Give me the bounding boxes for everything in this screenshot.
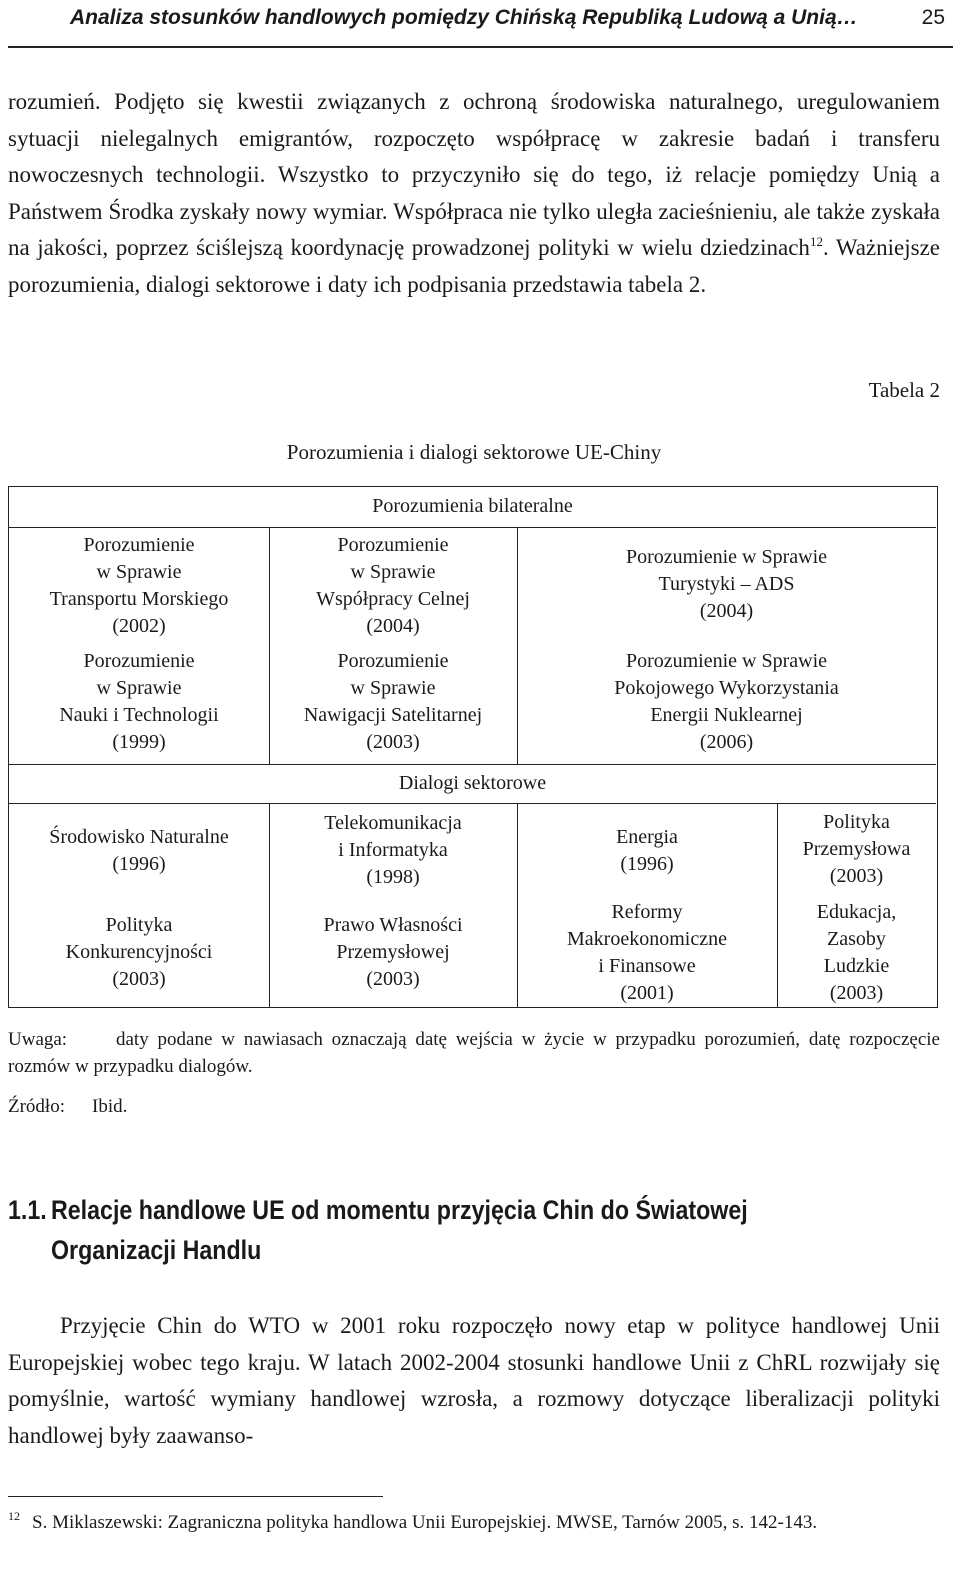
dialog-cell: Prawo Własności Przemysłowej (2003) [323, 914, 463, 990]
table-note [8, 1026, 940, 1080]
section-title-line-2: Organizacji Handlu [51, 1235, 262, 1265]
note-text: daty podane w nawiasach oznaczają datę wejścia w życie w przypadku porozumień, datę rozpoczęcie rozmów w przypadku dialogów. [8, 1029, 940, 1077]
running-header [8, 2, 953, 48]
table-rule [9, 803, 936, 804]
footnote-reference: 12 [809, 234, 823, 249]
section-number: 1.1. [8, 1195, 47, 1225]
agreement-cell: Porozumienie w Sprawie Pokojowego Wykorzystania Energii Nuklearnej (2006) [614, 650, 839, 753]
dialog-cell: Środowisko Naturalne (1996) [49, 826, 229, 875]
dialog-cell: Edukacja, Zasoby Ludzkie (2003) [816, 901, 897, 1004]
agreement-cell: Porozumienie w Sprawie Transportu Morskiego (2002) [49, 534, 229, 637]
section-bilateral-header: Porozumienia bilateralne [372, 495, 573, 517]
agreement-cell: Porozumienie w Sprawie Nauki i Technologii (1999) [59, 650, 219, 753]
footnote-rule [8, 1496, 383, 1497]
table-title: Porozumienia i dialogi sektorowe UE-Chiny [286, 440, 662, 464]
section-dialogs-header: Dialogi sektorowe [398, 772, 547, 794]
table-rule [9, 764, 936, 765]
page-number: 25 [921, 6, 945, 29]
agreement-cell: Porozumienie w Sprawie Nawigacji Satelitarnej (2003) [303, 650, 483, 753]
table-label: Tabela 2 [868, 378, 940, 402]
agreements-table [8, 486, 938, 1008]
body-paragraph-2: Przyjęcie Chin do WTO w 2001 roku rozpoczęło nowy etap w polityce handlowej Unii Europejskiej wobec tego kraju. W latach 2002-2004 stosunki handlowe Unii z ChRL rozwijały się pomyślnie, wartość wymiany handlowej wzrosła, a rozmowy dotyczące liberalizacji polityki handlowej były zaawanso- [8, 1313, 940, 1448]
footnote-text: S. Miklaszewski: Zagraniczna polityka handlowa Unii Europejskiej. MWSE, Tarnów 2005, s. 142-143. [32, 1512, 818, 1533]
body-paragraph-1 [8, 84, 940, 303]
dialog-cell: Energia (1996) [616, 826, 678, 875]
table-rule [9, 527, 936, 528]
dialog-cell: Polityka Przemysłowa (2003) [802, 811, 911, 887]
paragraph-1-tail: . Ważniejsze porozumienia, dialogi sektorowe i daty ich podpisania przedstawia tabela 2. [8, 235, 940, 297]
section-heading [8, 1190, 816, 1270]
dialog-cell: Reformy Makroekonomiczne i Finansowe (2001) [567, 901, 727, 1004]
table-source [8, 1096, 127, 1118]
agreement-cell: Porozumienie w Sprawie Współpracy Celnej (2004) [316, 534, 470, 637]
note-label: Uwaga: [8, 1029, 68, 1050]
source-text: Ibid. [92, 1096, 128, 1117]
footnote: $^{12}$ S. Miklaszewski: Zagraniczna polityka handlowa Unii Europejskiej. MWSE, Tarnów 2005, s. 142-143. [8, 1509, 818, 1533]
dialog-cell: Polityka Konkurencyjności (2003) [65, 914, 213, 990]
dialog-cell: Telekomunikacja i Informatyka (1998) [324, 812, 462, 888]
section-title-line-1: Relacje handlowe UE od momentu przyjęcia Chin do Światowej [51, 1195, 748, 1225]
running-header-title: Analiza stosunków handlowych pomiędzy Chińską Republiką Ludową a Unią… [70, 6, 858, 29]
paragraph-1-text: rozumień. Podjęto się kwestii związanych z ochroną środowiska naturalnego, uregulowaniem sytuacji nielegalnych emigrantów, rozpoczęto współpracę w zakresie badań i transferu nowoczesnych technologii. Wszystko to przyczyniło się do tego, iż relacje pomiędzy Unią a Państwem Środka zyskały nowy wymiar. Współpraca nie tylko uległa zacieśnieniu, ale także zyskała na jakości, poprzez ściślejszą koordynację prowadzonej polityki w wielu dziedzinach [8, 89, 940, 260]
agreement-cell: Porozumienie w Sprawie Turystyki – ADS (2004) [625, 546, 828, 622]
source-label: Źródło: [8, 1096, 65, 1117]
